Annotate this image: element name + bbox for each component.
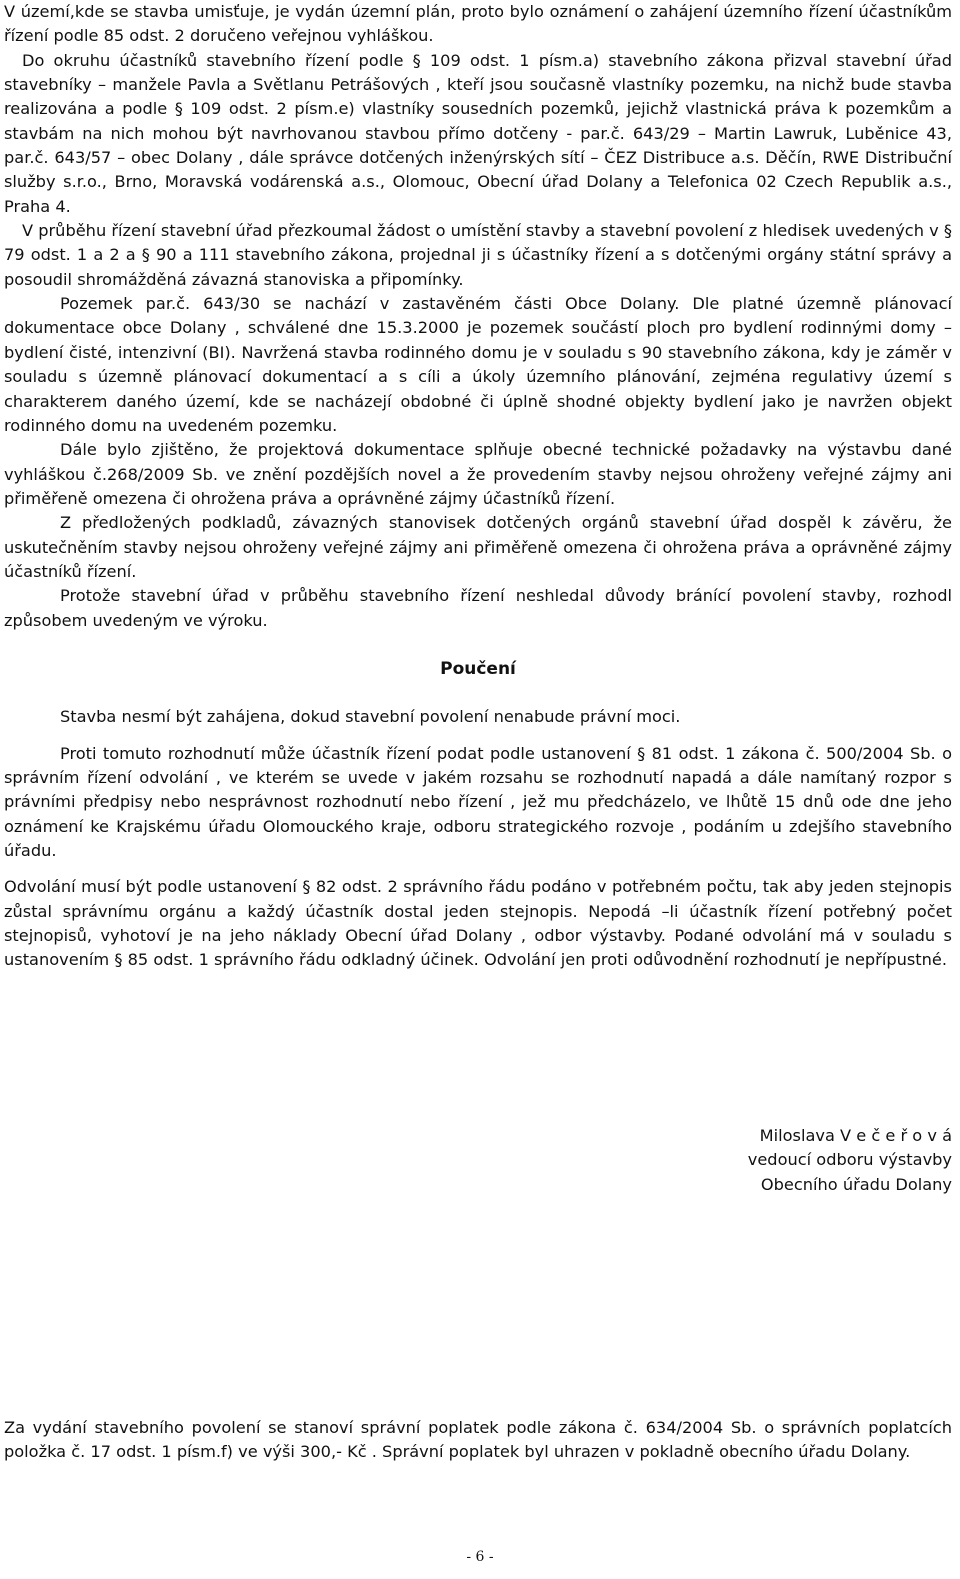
instruction-title: Poučení: [440, 659, 516, 679]
page-number: - 6 -: [466, 1549, 494, 1565]
paragraph-participants: Do okruhu účastníků stavebního řízení podle § 109 odst. 1 písm.a) stavebního zákona přizval stavební úřad stavebníky – manžele Pavla a Světlanu Petrášových , kteří jsou současně vlastníky pozemku, na nichž bude stavba realizována a podle § 109 odst. 2 písm.e) vlastníky sousedních pozemků, jejichž vlastnická práva k pozemkům a stavbám na nich mohou být navrhovanou stavbou přímo dotčeny - par.č. 643/29 – Martin Lawruk, Luběnice 43, par.č. 643/57 – obec Dolany , dále správce dotčených inženýrských sítí – ČEZ Distribuce a.s. Děčín, RWE Distribuční služby s.r.o., Brno, Moravská vodárenská a.s., Olomouc, Obecní úřad Dolany a Telefonica 02 Czech Republik a.s., Praha 4.: [4, 50, 952, 216]
signatory-role: vedoucí odboru výstavby: [747, 1150, 952, 1170]
paragraph-appeal: Proti tomuto rozhodnutí může účastník řízení podat podle ustanovení § 81 odst. 1 zákona č. 500/2004 Sb. o správním řízení odvolání , ve kterém se uvede v jakém rozsahu se rozhodnutí napadá a dále namítaný rozpor s právními předpisy nebo nesprávnost rozhodnutí nebo řízení , jež mu předcházelo, ve lhůtě 15 dnů ode dne jeho oznámení ke Krajskému úřadu Olomouckého kraje, odboru strategického rozvoje , podáním u zdejšího stavebního úřadu.: [4, 743, 952, 861]
signature-block: [748, 1124, 952, 1197]
instruction-section: [4, 657, 952, 973]
paragraph-no-start: Stavba nesmí být zahájena, dokud stavební povolení nenabude právní moci.: [60, 707, 681, 727]
signatory-name: Miloslava V e č e ř o v á: [759, 1126, 952, 1145]
signatory-office: Obecního úřadu Dolany: [760, 1174, 952, 1194]
paragraph-technical-requirements: Dále bylo zjištěno, že projektová dokumentace splňuje obecné technické požadavky na výstavbu dané vyhláškou č.268/2009 Sb. ve znění pozdějších novel a že provedením stavby nejsou ohroženy veřejné zájmy ani přiměřeně omezena či ohrožena práva a oprávněné zájmy účastníků řízení.: [4, 440, 952, 508]
reasoning-section: [4, 0, 952, 633]
paragraph-review: V průběhu řízení stavební úřad přezkoumal žádost o umístění stavby a stavební povolení z hledisek uvedených v § 79 odst. 1 a 2 a § 90 a 111 stavebního zákona, projednal ji s účastníky řízení a s dotčenými orgány státní správy a posoudil shromážděná závazná stanoviska a připomínky.: [4, 221, 952, 289]
paragraph-decision: Protože stavební úřad v průběhu stavebního řízení neshledal důvody bránící povolení stavby, rozhodl způsobem uvedeným ve výroku.: [4, 586, 952, 630]
fee-section: [4, 1416, 952, 1465]
paragraph-zoning-notice: V území,kde se stavba umisťuje, je vydán územní plán, proto bylo oznámení o zahájení územního řízení účastníkům řízení podle 85 odst. 2 doručeno veřejnou vyhláškou.: [4, 2, 952, 46]
fee-note: Za vydání stavebního povolení se stanoví správní poplatek podle zákona č. 634/2004 Sb. o správních poplatcích položka č. 17 odst. 1 písm.f) ve výši 300,- Kč . Správní poplatek byl uhrazen v pokladně obecního úřadu Dolany.: [4, 1418, 952, 1462]
paragraph-conclusion: Z předložených podkladů, závazných stanovisek dotčených orgánů stavební úřad dospěl k závěru, že uskutečněním stavby nejsou ohroženy veřejné zájmy ani přiměřeně omezena či ohrožena práva a oprávněné zájmy účastníků řízení.: [4, 513, 952, 581]
paragraph-appeal-copies: Odvolání musí být podle ustanovení § 82 odst. 2 správního řádu podáno v potřebném počtu, tak aby jeden stejnopis zůstal správnímu orgánu a každý účastník dostal jeden stejnopis. Nepodá –li účastník řízení potřebný počet stejnopisů, vyhotoví je na jeho náklady Obecní úřad Dolany , odbor výstavby. Podané odvolání má v souladu s ustanovením § 85 odst. 1 správního řádu odkladný účinek. Odvolání jen proti odůvodnění rozhodnutí je nepřípustné.: [4, 877, 952, 970]
paragraph-land-plot: Pozemek par.č. 643/30 se nachází v zastavěném části Obce Dolany. Dle platné územně plánovací dokumentace obce Dolany , schválené dne 15.3.2000 je pozemek součástí ploch pro bydlení rodinnými domy – bydlení čisté, intenzivní (BI). Navržená stavba rodinného domu je v souladu s 90 stavebního zákona, kdy je záměr v souladu s územně plánovací dokumentací a s cíli a úkoly územního plánování, zejména regulativy území s charakterem daného území, kde se nacházejí obdobné či úplně shodné objekty bydlení jako je navržen objekt rodinného domu na uvedeném pozemku.: [4, 294, 952, 435]
